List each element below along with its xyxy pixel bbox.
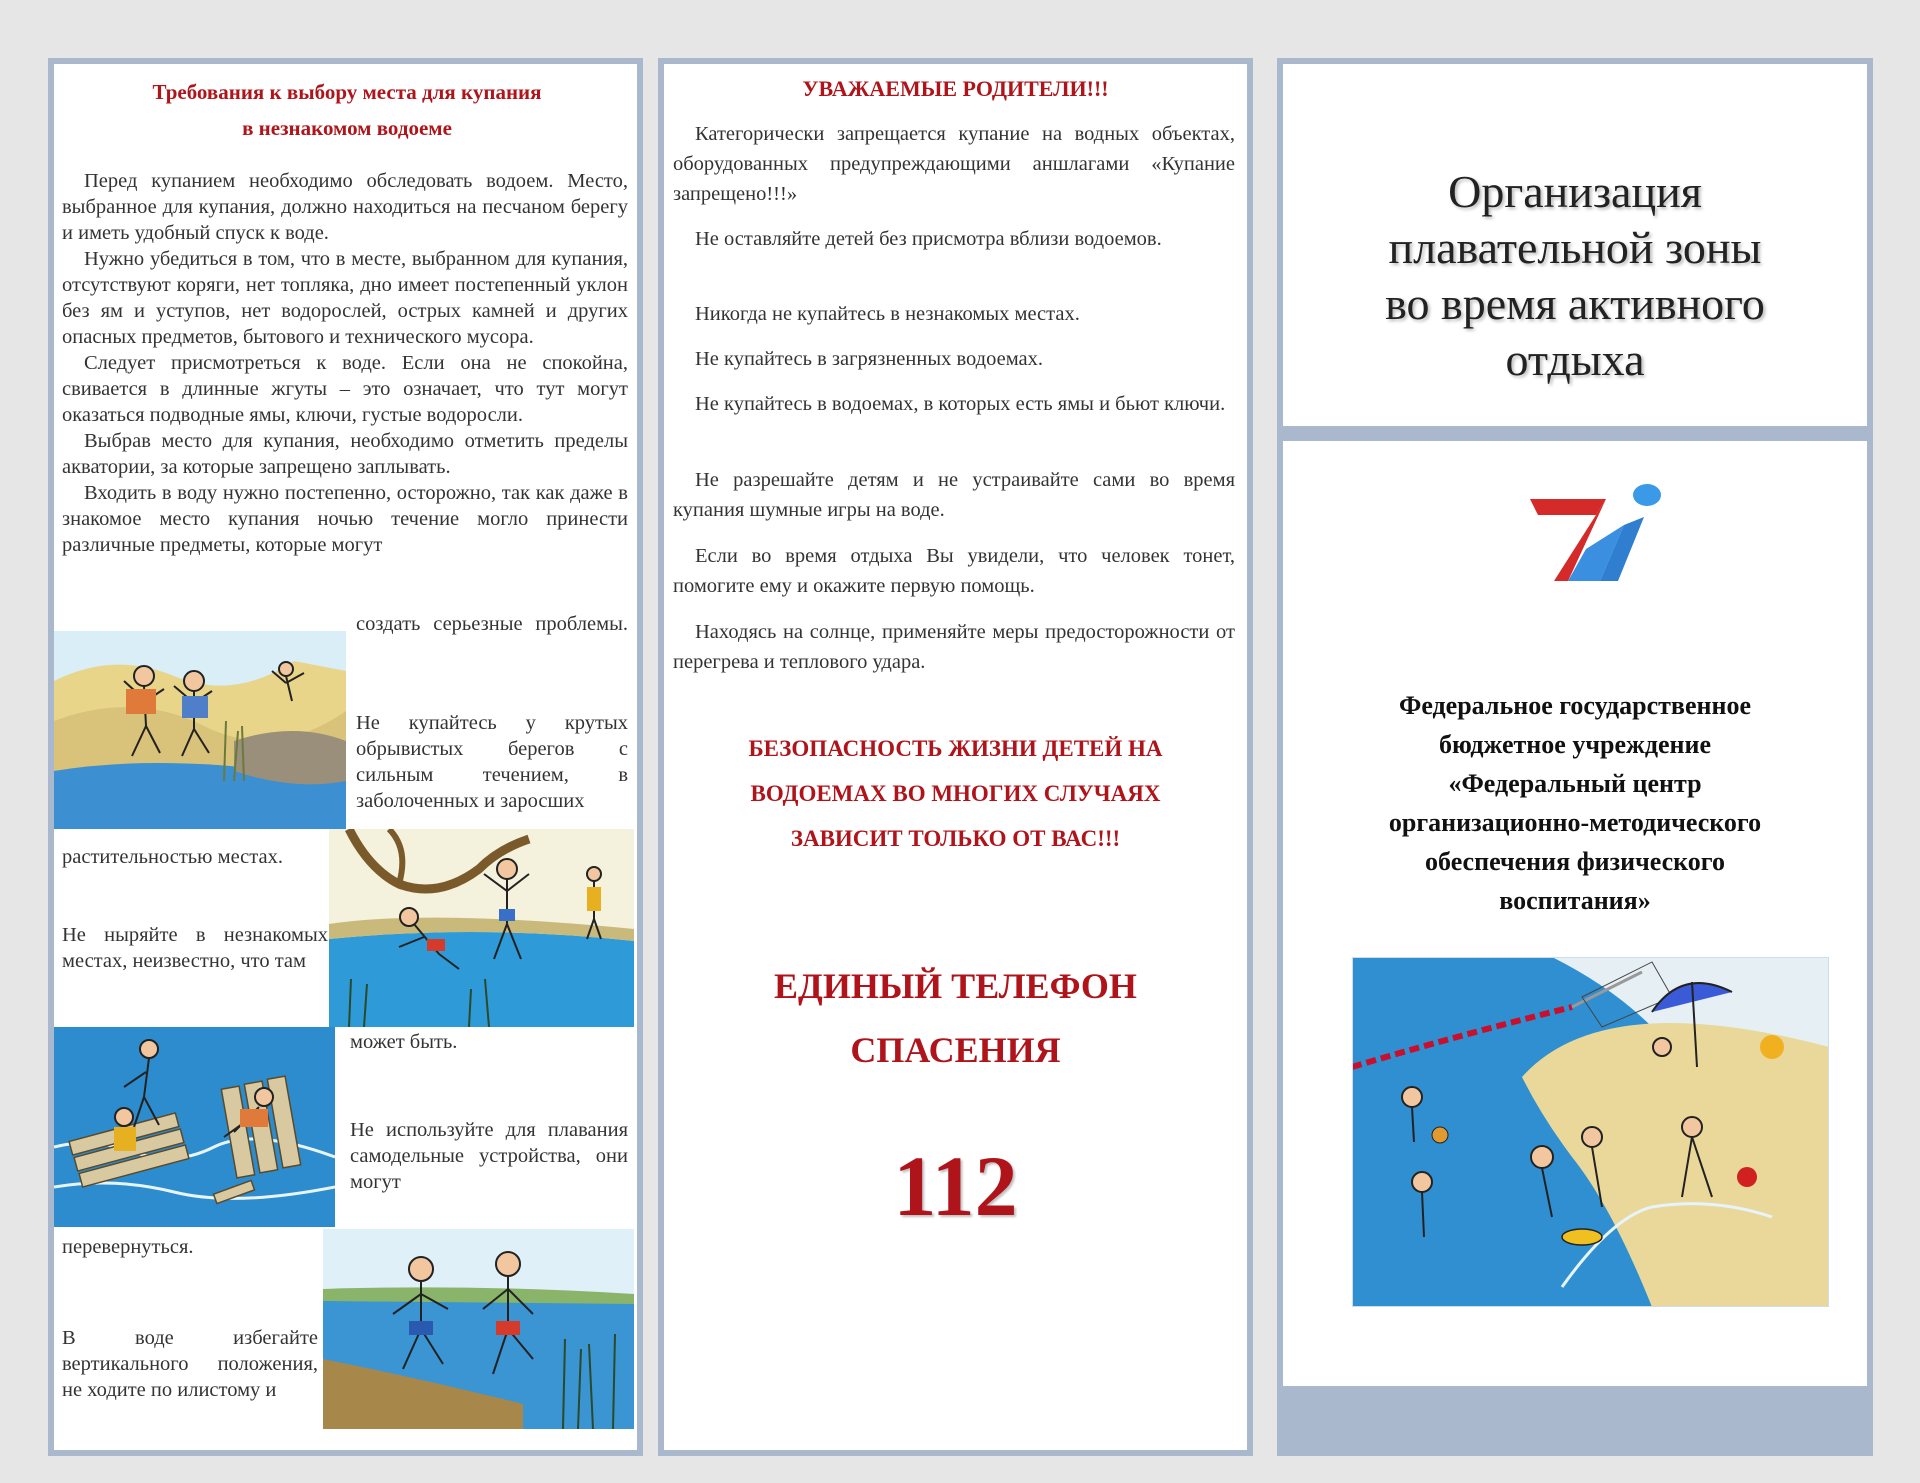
beach-scene-illustration	[1352, 957, 1829, 1307]
org-line-4: организационно-методического	[1388, 808, 1762, 837]
paragraph-check-bottom: Нужно убедиться в том, что в месте, выбранном для купания, отсутствуют коряги, нет топляка, дно имеет постепенный уклон без ям и уступов, нет водорослей, острых камней и других опасных предметов, бытового и технического мусора.	[62, 248, 628, 348]
left-title-line-2: в незнакомом водоеме	[242, 116, 452, 140]
rule-unknown-places: Никогда не купайтесь в незнакомых местах.	[695, 303, 1080, 325]
safety-line-2: ВОДОЕМАХ ВО МНОГИХ СЛУЧАЯХ	[750, 781, 1161, 806]
organization-name	[1313, 686, 1837, 920]
org-line-6: воспитания»	[1499, 886, 1651, 915]
safety-line-3: ЗАВИСИТ ТОЛЬКО ОТ ВАС!!!	[790, 826, 1121, 851]
paragraph-look-water: Следует присмотреться к воде. Если она не спокойна, свивается в длинные жгуты – это означает, что тут могут оказаться подводные ямы, ключи, густые водоросли.	[62, 352, 628, 426]
paragraph-vegetation: растительностью местах.	[62, 846, 283, 868]
rule-noisy-games: Не разрешайте детям и не устраивайте сами во время купания шумные игры на воде.	[673, 469, 1235, 521]
rule-pits-springs: Не купайтесь в водоемах, в которых есть ямы и бьют ключи.	[695, 393, 1226, 415]
left-panel	[48, 58, 643, 1456]
may-be-text	[350, 1029, 628, 1055]
phone-heading	[684, 954, 1227, 1082]
capsize-text	[62, 1234, 318, 1260]
safety-line-1: БЕЗОПАСНОСТЬ ЖИЗНИ ДЕТЕЙ НА	[748, 736, 1163, 761]
paragraph-enter-gradually: Входить в воду нужно постепенно, осторожно, так как даже в знакомое место купания ночью течение могло принести различные предметы, которые могут	[62, 482, 628, 556]
cover-org-box	[1283, 441, 1867, 1386]
wading-kids-illustration	[323, 1229, 634, 1429]
brochure-title	[1303, 164, 1847, 388]
paragraph-inspect-water: Перед купанием необходимо обследовать водоем. Место, выбранное для купания, должно находиться на песчаном берегу и иметь удобный спуск к воде.	[62, 170, 628, 244]
raft-illustration	[54, 1027, 335, 1227]
diving-kids-illustration	[329, 829, 634, 1027]
safety-message	[684, 726, 1227, 861]
paragraph-no-rafts: Не используйте для плавания самодельные устройства, они могут	[350, 1119, 628, 1193]
paragraph-enter-cont: создать серьезные проблемы.	[356, 613, 628, 635]
paragraph-may-be: может быть.	[350, 1031, 458, 1053]
middle-panel	[658, 58, 1253, 1456]
right-panel	[1277, 58, 1873, 1456]
title-line-1: Организация	[1448, 166, 1702, 217]
rule-help-drowning: Если во время отдыха Вы увидели, что человек тонет, помогите ему и окажите первую помощь.	[673, 545, 1235, 597]
no-rafts-text	[350, 1117, 628, 1195]
title-line-4: отдыха	[1505, 334, 1645, 385]
rule-forbidden-areas: Категорически запрещается купание на водных объектах, оборудованных предупреждающими аншлагами «Купание запрещено!!!»	[673, 123, 1235, 205]
parents-heading: УВАЖАЕМЫЕ РОДИТЕЛИ!!!	[802, 76, 1109, 101]
phone-line-2: СПАСЕНИЯ	[850, 1030, 1061, 1070]
emergency-number: 112	[893, 1138, 1018, 1234]
paragraph-avoid-vertical: В воде избегайте вертикального положения, не ходите по илистому и	[62, 1327, 318, 1401]
left-intro-text	[62, 168, 628, 558]
title-line-2: плавательной зоны	[1388, 222, 1762, 273]
avoid-vertical-text	[62, 1325, 318, 1403]
org-line-3: «Федеральный центр	[1448, 769, 1702, 798]
paragraph-limits: Выбрав место для купания, необходимо отметить пределы акватории, за которые запрещено заплывать.	[62, 430, 628, 478]
cover-title-box	[1283, 64, 1867, 426]
kids-on-shore-illustration	[54, 631, 346, 829]
org-line-1: Федеральное государственное	[1399, 691, 1751, 720]
title-line-3: во время активного	[1385, 278, 1765, 329]
paragraph-no-diving: Не ныряйте в незнакомых местах, неизвестно, что там	[62, 924, 328, 972]
rule-sun-protection: Находясь на солнце, применяйте меры предосторожности от перегрева и теплового удара.	[673, 621, 1235, 673]
fcomofv-logo-icon	[1528, 481, 1668, 591]
phone-line-1: ЕДИНЫЙ ТЕЛЕФОН	[774, 966, 1137, 1006]
left-panel-title	[62, 74, 632, 146]
rule-polluted-water: Не купайтесь в загрязненных водоемах.	[695, 348, 1044, 370]
steep-banks-text	[356, 710, 628, 814]
no-diving-text	[62, 922, 328, 974]
org-line-2: бюджетное учреждение	[1438, 730, 1712, 759]
rule-supervise-children: Не оставляйте детей без присмотра вблизи водоемов.	[695, 228, 1162, 250]
vegetation-text	[62, 844, 328, 870]
org-line-5: обеспечения физического	[1425, 847, 1725, 876]
paragraph-capsize: перевернуться.	[62, 1236, 194, 1258]
left-cont-text	[356, 611, 628, 637]
left-title-line-1: Требования к выбору места для купания	[152, 80, 542, 104]
paragraph-steep-banks: Не купайтесь у крутых обрывистых берегов с сильным течением, в заболоченных и заросших	[356, 712, 628, 812]
